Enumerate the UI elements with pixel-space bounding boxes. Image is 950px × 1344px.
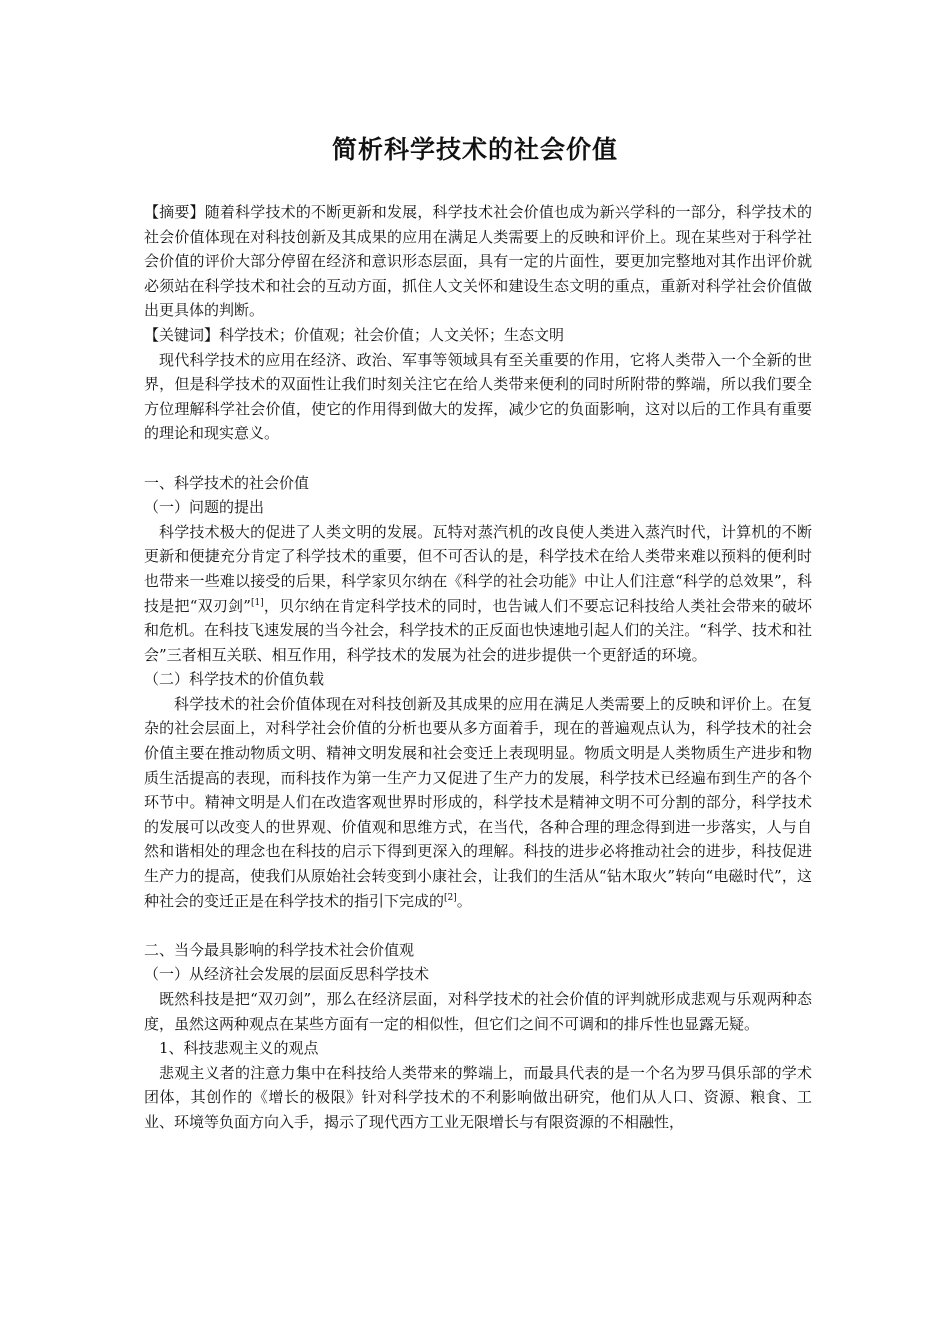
citation-ref: [2]: [444, 892, 457, 903]
subsection-heading-2-1: （一）从经济社会发展的层面反思科学技术: [144, 965, 430, 984]
document-title: 简析科学技术的社会价值: [331, 135, 618, 164]
intro-paragraph: 现代科学技术的应用在经济、政治、军事等领域具有至关重要的作用，它将人类带入一个全新的世界，但是科学技术的双面性让我们时刻关注它在给人类带来便利的同时所附带的弊端，所以我们要全方位理解科学社会价值，使它的作用得到做大的发挥，减少它的负面影响，这对以后的工作具有重要的理论和现实意义。: [144, 350, 812, 443]
subsection-heading-1-2: （二）科学技术的价值负载: [144, 670, 325, 689]
paragraph-value-load: [144, 692, 812, 913]
paragraph-text: 科学技术的社会价值体现在对科技创新及其成果的应用在满足人类需要上的反映和评价上。在复杂的社会层面上，对科学社会价值的分析也要从多方面着手，现在的普遍观点认为，科学技术的社会价值主要在推动物质文明、精神文明发展和社会变迁上表现明显。物质文明是人类物质生产进步和物质生活提高的表现，而科技作为第一生产力又促进了生产力的发展，科学技术已经遍布到生产的各个环节中。精神文明是人们在改造客观世界时形成的，科学技术是精神文明不可分割的部分，科学技术的发展可以改变人的世界观、价值观和思维方式，在当代，各种合理的理念得到进一步落实，人与自然和谐相处的理念也在科技的启示下得到更深入的理解。科技的进步必将推动社会的进步，科技促进生产力的提高，使我们从原始社会转变到小康社会，让我们的生活从“钻木取火”转向“电磁时代”，这种社会的变迁正是在科学技术的指引下完成的: [144, 694, 812, 910]
subsection-heading-1-1: （一）问题的提出: [144, 498, 265, 517]
paragraph-problem: [144, 520, 812, 668]
section-heading-1: 一、科学技术的社会价值: [144, 473, 310, 492]
paragraph-pessimism: 悲观主义者的注意力集中在科技给人类带来的弊端上，而最具代表的是一个名为罗马俱乐部的学术团体，其创作的《增长的极限》针对科学技术的不利影响做出研究，他们从人口、资源、粮食、工业、环境等负面方向入手，揭示了现代西方工业无限增长与有限资源的不相融性，: [144, 1063, 812, 1131]
paragraph-economic: 既然科技是把“双刃剑”，那么在经济层面，对科学技术的社会价值的评判就形成悲观与乐观两种态度，虽然这两种观点在某些方面有一定的相似性，但它们之间不可调和的排斥性也显露无疑。: [144, 990, 812, 1033]
paragraph-text: 。: [456, 891, 472, 910]
paragraph-text: 科学技术极大的促进了人类文明的发展。瓦特对蒸汽机的改良使人类进入蒸汽时代，计算机的不断更新和便捷充分肯定了科学技术的重要，但不可否认的是，科学技术在给人类带来难以预料的便利时也带来一些难以接受的后果，科学家贝尔纳在《科学的社会功能》中让人们注意“科学的总效果”，科技是把“双刃剑”: [144, 522, 812, 615]
blank-line: [144, 446, 812, 471]
blank-line: [144, 913, 812, 938]
citation-ref: [1]: [250, 597, 264, 608]
numbered-heading-pessimism: 1、科技悲观主义的观点: [159, 1039, 319, 1058]
abstract-paragraph: 【摘要】随着科学技术的不断更新和发展，科学技术社会价值也成为新兴学科的一部分，科学技术的社会价值体现在对科技创新及其成果的应用在满足人类需要上的反映和评价上。现在某些对于科学社会价值的评价大部分停留在经济和意识形态层面，具有一定的片面性，要更加完整地对其作出评价就必须站在科学技术和社会的互动方面，抓住人文关怀和建设生态文明的重点，重新对科学社会价值做出更具体的判断。: [144, 203, 812, 320]
section-heading-2: 二、当今最具影响的科学技术社会价值观: [144, 940, 415, 959]
paragraph-text: ，贝尔纳在肯定科学技术的同时，也告诫人们不要忘记科技给人类社会带来的破坏和危机。在科技飞速发展的当今社会，科学技术的正反面也快速地引起人们的关注。“科学、技术和社会”三者相互关联、相互作用，科学技术的发展为社会的进步提供一个更舒适的环境。: [144, 596, 812, 664]
keywords-line: 【关键词】科学技术；价值观；社会价值；人文关怀；生态文明: [144, 325, 565, 344]
document-body: [144, 200, 812, 1135]
